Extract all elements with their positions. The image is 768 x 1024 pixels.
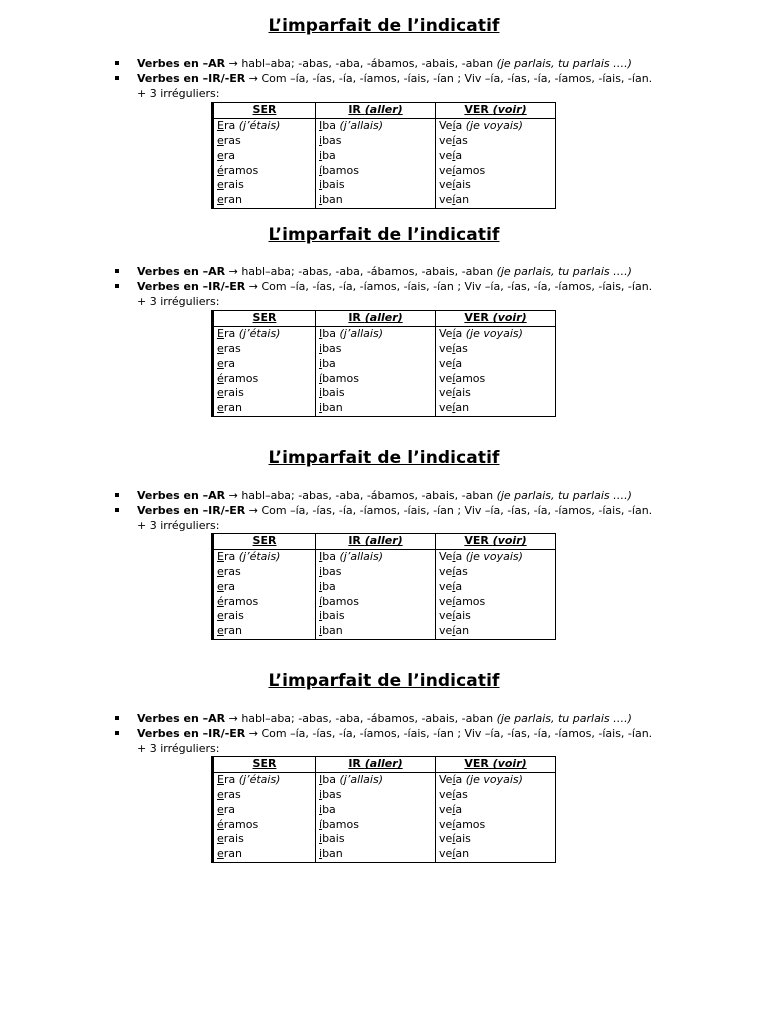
rules-list — [115, 264, 755, 309]
ser-form: era — [213, 356, 316, 371]
ir-form: ibais — [316, 386, 436, 401]
square-bullet-icon — [115, 284, 119, 288]
ir-form: ibais — [316, 178, 436, 193]
section-title: L’imparfait de l’indicatif — [268, 448, 500, 468]
table-row — [213, 163, 556, 178]
ir-form: iba — [316, 802, 436, 817]
rule-ar-label: Verbes en –AR — [137, 489, 226, 502]
ir-form: íbamos — [316, 371, 436, 386]
ser-form: eras — [213, 134, 316, 149]
header-ser: SER — [213, 534, 316, 550]
table-row — [213, 802, 556, 817]
table-row — [213, 565, 556, 580]
rule-ar — [115, 56, 755, 71]
conjugation-table — [211, 756, 556, 863]
rule-ar — [115, 488, 755, 503]
square-bullet-icon — [115, 731, 119, 735]
rule-ar-label: Verbes en –AR — [137, 57, 226, 70]
ir-form: Iba (j’allais) — [316, 118, 436, 133]
ser-form: eras — [213, 565, 316, 580]
ir-form: ibais — [316, 609, 436, 624]
square-bullet-icon — [115, 76, 119, 80]
rule-ar — [115, 711, 755, 726]
rule-ir-er-label: Verbes en –IR/-ER — [137, 280, 246, 293]
ver-form: veíamos — [436, 371, 556, 386]
table-row — [213, 549, 556, 564]
table-row — [213, 356, 556, 371]
ver-form: Veía (je voyais) — [436, 326, 556, 341]
irregular-note: + 3 irréguliers: — [137, 742, 220, 755]
square-bullet-icon — [115, 493, 119, 497]
ir-form: Iba (j’allais) — [316, 326, 436, 341]
conjugation-table — [211, 533, 556, 640]
table-row — [213, 772, 556, 787]
section-title: L’imparfait de l’indicatif — [268, 225, 500, 245]
irregular-note: + 3 irréguliers: — [137, 519, 220, 532]
rule-ir-er-label: Verbes en –IR/-ER — [137, 72, 246, 85]
ser-form: Era (j’étais) — [213, 549, 316, 564]
ir-form: íbamos — [316, 817, 436, 832]
rule-ar — [115, 264, 755, 279]
ver-form: veían — [436, 847, 556, 862]
table-row — [213, 134, 556, 149]
table-row — [213, 594, 556, 609]
rule-ir-er — [115, 279, 755, 294]
table-row — [213, 817, 556, 832]
ver-form: veíais — [436, 609, 556, 624]
ser-form: éramos — [213, 371, 316, 386]
header-ir: IR (aller) — [316, 311, 436, 327]
irregular-note: + 3 irréguliers: — [137, 87, 220, 100]
ver-form: veía — [436, 148, 556, 163]
rule-ar-text: → habl–aba; -abas, -aba, -ábamos, -abais, -aban — [225, 712, 497, 725]
square-bullet-icon — [115, 269, 119, 273]
ver-form: veíais — [436, 178, 556, 193]
rule-ir-er — [115, 71, 755, 86]
ir-form: iban — [316, 624, 436, 639]
rule-ir-er-label: Verbes en –IR/-ER — [137, 727, 246, 740]
ir-form: Iba (j’allais) — [316, 772, 436, 787]
ver-form: veían — [436, 624, 556, 639]
ser-form: eran — [213, 401, 316, 416]
ver-form: veíamos — [436, 594, 556, 609]
section-title: L’imparfait de l’indicatif — [268, 16, 500, 36]
rule-ir-er-text: → Com –ía, -ías, -ía, -íamos, -íais, -ían ; Viv –ía, -ías, -ía, -íamos, -íais, -ían. — [245, 72, 653, 85]
ir-form: iba — [316, 356, 436, 371]
rule-ir-er-label: Verbes en –IR/-ER — [137, 504, 246, 517]
ir-form: ibais — [316, 832, 436, 847]
rules-list — [115, 711, 755, 756]
header-ser: SER — [213, 757, 316, 773]
ser-form: Era (j’étais) — [213, 772, 316, 787]
square-bullet-icon — [115, 61, 119, 65]
table-row — [213, 371, 556, 386]
ver-form: Veía (je voyais) — [436, 118, 556, 133]
ir-form: ibas — [316, 342, 436, 357]
ser-form: eran — [213, 193, 316, 208]
ver-form: Veía (je voyais) — [436, 549, 556, 564]
rule-ar-example: (je parlais, tu parlais ….) — [496, 265, 632, 278]
rule-ir-er-text: → Com –ía, -ías, -ía, -íamos, -íais, -ían ; Viv –ía, -ías, -ía, -íamos, -íais, -ían. — [245, 504, 653, 517]
header-ser: SER — [213, 311, 316, 327]
header-ver: VER (voir) — [436, 757, 556, 773]
ir-form: iba — [316, 579, 436, 594]
ser-form: éramos — [213, 594, 316, 609]
table-row — [213, 118, 556, 133]
ver-form: veía — [436, 579, 556, 594]
ir-form: iban — [316, 401, 436, 416]
header-ser: SER — [213, 103, 316, 119]
table-row — [213, 193, 556, 208]
rule-ar-label: Verbes en –AR — [137, 712, 226, 725]
rules-list — [115, 488, 755, 533]
ser-form: erais — [213, 609, 316, 624]
ser-form: era — [213, 579, 316, 594]
ser-form: éramos — [213, 817, 316, 832]
section-title: L’imparfait de l’indicatif — [268, 671, 500, 691]
table-row — [213, 178, 556, 193]
ver-form: veía — [436, 802, 556, 817]
table-row — [213, 386, 556, 401]
ir-form: íbamos — [316, 594, 436, 609]
conjugation-table — [211, 102, 556, 209]
ver-form: veíamos — [436, 817, 556, 832]
ser-form: erais — [213, 386, 316, 401]
table-row — [213, 326, 556, 341]
header-ver: VER (voir) — [436, 534, 556, 550]
ser-form: era — [213, 148, 316, 163]
table-row — [213, 832, 556, 847]
ser-form: erais — [213, 832, 316, 847]
table-row — [213, 148, 556, 163]
table-row — [213, 342, 556, 357]
ser-form: Era (j’étais) — [213, 118, 316, 133]
ver-form: veías — [436, 788, 556, 803]
rule-ar-example: (je parlais, tu parlais ….) — [496, 712, 632, 725]
ser-form: eras — [213, 788, 316, 803]
irregular-note: + 3 irréguliers: — [137, 295, 220, 308]
ver-form: veías — [436, 565, 556, 580]
ser-form: era — [213, 802, 316, 817]
ser-form: erais — [213, 178, 316, 193]
ir-form: iba — [316, 148, 436, 163]
ser-form: Era (j’étais) — [213, 326, 316, 341]
ir-form: íbamos — [316, 163, 436, 178]
rule-ar-text: → habl–aba; -abas, -aba, -ábamos, -abais, -aban — [225, 265, 497, 278]
ver-form: veía — [436, 356, 556, 371]
rules-list — [115, 56, 755, 101]
rule-ar-text: → habl–aba; -abas, -aba, -ábamos, -abais, -aban — [225, 489, 497, 502]
table-row — [213, 624, 556, 639]
square-bullet-icon — [115, 508, 119, 512]
ser-form: eran — [213, 624, 316, 639]
table-row — [213, 401, 556, 416]
table-row — [213, 788, 556, 803]
ser-form: eras — [213, 342, 316, 357]
rule-ir-er-text: → Com –ía, -ías, -ía, -íamos, -íais, -ían ; Viv –ía, -ías, -ía, -íamos, -íais, -ían. — [245, 727, 653, 740]
ver-form: Veía (je voyais) — [436, 772, 556, 787]
ver-form: veíamos — [436, 163, 556, 178]
ir-form: iban — [316, 193, 436, 208]
conjugation-table — [211, 310, 556, 417]
rule-ir-er — [115, 726, 755, 741]
square-bullet-icon — [115, 716, 119, 720]
ir-form: ibas — [316, 788, 436, 803]
ver-form: veíais — [436, 386, 556, 401]
ir-form: iban — [316, 847, 436, 862]
ir-form: Iba (j’allais) — [316, 549, 436, 564]
header-ir: IR (aller) — [316, 534, 436, 550]
ver-form: veíais — [436, 832, 556, 847]
header-ir: IR (aller) — [316, 757, 436, 773]
ver-form: veías — [436, 342, 556, 357]
ir-form: ibas — [316, 134, 436, 149]
header-ver: VER (voir) — [436, 103, 556, 119]
ser-form: eran — [213, 847, 316, 862]
ver-form: veías — [436, 134, 556, 149]
table-row — [213, 579, 556, 594]
rule-ar-text: → habl–aba; -abas, -aba, -ábamos, -abais, -aban — [225, 57, 497, 70]
ver-form: veían — [436, 401, 556, 416]
header-ir: IR (aller) — [316, 103, 436, 119]
table-row — [213, 609, 556, 624]
ser-form: éramos — [213, 163, 316, 178]
rule-ar-label: Verbes en –AR — [137, 265, 226, 278]
ir-form: ibas — [316, 565, 436, 580]
rule-ar-example: (je parlais, tu parlais ….) — [496, 489, 632, 502]
rule-ir-er — [115, 503, 755, 518]
header-ver: VER (voir) — [436, 311, 556, 327]
table-row — [213, 847, 556, 862]
rule-ir-er-text: → Com –ía, -ías, -ía, -íamos, -íais, -ían ; Viv –ía, -ías, -ía, -íamos, -íais, -ían. — [245, 280, 653, 293]
ver-form: veían — [436, 193, 556, 208]
rule-ar-example: (je parlais, tu parlais ….) — [496, 57, 632, 70]
